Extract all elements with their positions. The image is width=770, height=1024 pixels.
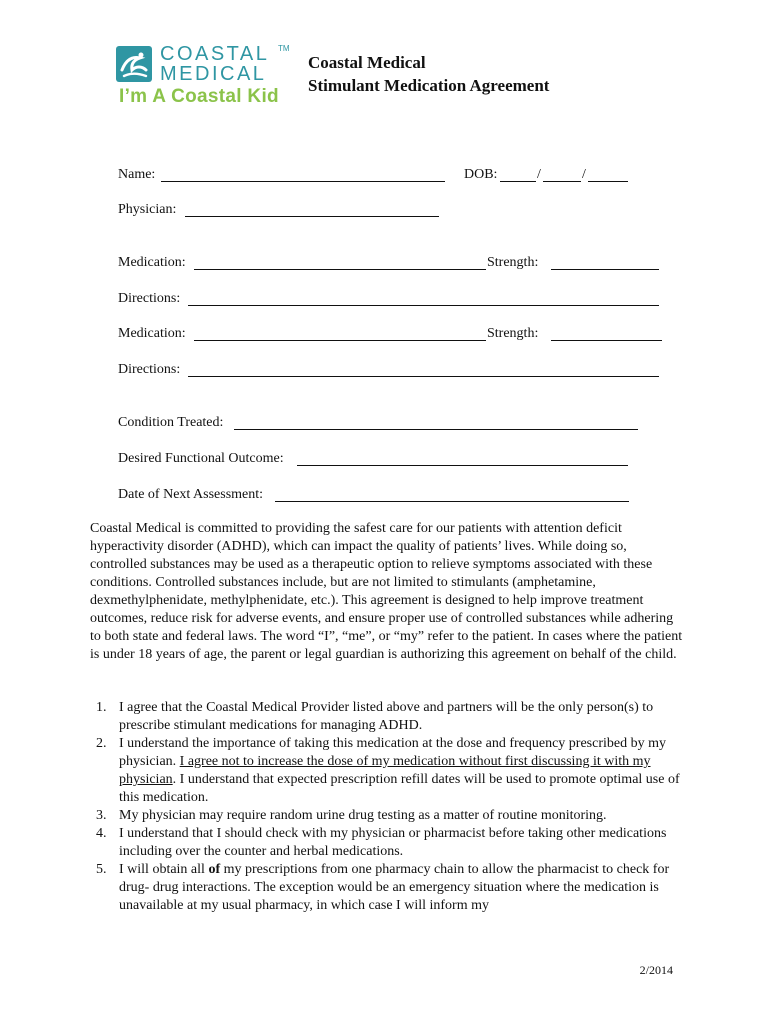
condition-label: Condition Treated:: [118, 415, 224, 430]
term-item: [90, 807, 680, 825]
physician-field[interactable]: [185, 216, 439, 217]
directions-field-1[interactable]: [188, 305, 659, 306]
term-item: [90, 861, 680, 915]
medication-row-2: [118, 325, 666, 343]
physician-row: [118, 201, 448, 219]
medication-label: Medication:: [118, 255, 186, 270]
agreement-terms-list: [90, 699, 680, 915]
dob-month-field[interactable]: [500, 181, 536, 182]
page-title-line1: Coastal Medical: [308, 53, 426, 72]
term-number: 5.: [96, 862, 107, 877]
next-assessment-label: Date of Next Assessment:: [118, 487, 264, 502]
directions-row-2: [118, 361, 663, 379]
term-item: [90, 699, 680, 735]
outcome-row: [118, 450, 633, 468]
strength-label: Strength:: [487, 326, 539, 341]
medication-row-1: [118, 254, 663, 272]
name-dob-row: [118, 166, 638, 184]
term-number: 3.: [96, 808, 107, 823]
medication-field-1[interactable]: [194, 269, 486, 270]
logo-text-medical: MEDICAL: [160, 63, 267, 85]
logo-tagline: I’m A Coastal Kid: [119, 86, 279, 107]
physician-label: Physician:: [118, 202, 177, 217]
directions-label: Directions:: [118, 362, 181, 377]
name-field[interactable]: [161, 181, 445, 182]
medication-field-2[interactable]: [194, 340, 486, 341]
dob-label: DOB:: [464, 167, 498, 182]
medication-label: Medication:: [118, 326, 186, 341]
outcome-field[interactable]: [297, 465, 628, 466]
strength-field-2[interactable]: [551, 340, 662, 341]
term-text: My physician may require random urine drug testing as a matter of routine monitoring.: [119, 808, 607, 823]
term-number: 4.: [96, 826, 107, 841]
term-bold-text: of: [208, 862, 221, 877]
term-text: my prescriptions from one pharmacy chain to allow the pharmacist to check for drug- drug interactions. The exception would be an emergency situation where the medication is unavailable at my usual pharmacy, in which case I will inform my: [119, 862, 670, 913]
term-number: 2.: [96, 736, 107, 751]
directions-row-1: [118, 290, 663, 308]
footer-date: 2/2014: [639, 963, 673, 977]
next-assessment-row: [118, 486, 633, 504]
term-text: I will obtain all: [119, 862, 209, 877]
strength-field-1[interactable]: [551, 269, 659, 270]
logo-text-coastal: COASTAL: [160, 43, 270, 65]
coastal-medical-logo: [116, 44, 296, 114]
term-text: I understand that I should check with my physician or pharmacist before taking other medications including over the counter and herbal medications.: [119, 826, 667, 859]
outcome-label: Desired Functional Outcome:: [118, 451, 284, 466]
page-title-line2: Stimulant Medication Agreement: [308, 76, 550, 95]
name-label: Name:: [118, 167, 156, 182]
term-text: . I understand that expected prescription refill dates will be used to promote optimal use of this medication.: [119, 772, 680, 805]
term-underlined-text: I agree not to increase the dose of my medication without first discussing it with my physician: [119, 754, 651, 787]
dob-separator: /: [537, 167, 541, 182]
term-item: [90, 825, 680, 861]
term-text: I agree that the Coastal Medical Provider listed above and partners will be the only person(s) to prescribe stimulant medications for managing ADHD.: [119, 700, 654, 733]
condition-field[interactable]: [234, 429, 638, 430]
dob-day-field[interactable]: [543, 181, 581, 182]
next-assessment-field[interactable]: [275, 501, 629, 502]
intro-paragraph: Coastal Medical is committed to providing the safest care for our patients with attention deficit hyperactivity disorder (ADHD), which can impact the quality of patients’ lives. While doing so, controlled substances may be used as a therapeutic option to relieve symptoms associated with these conditions. Controlled substances include, but are not limited to stimulants (amphetamine, dexmethylphenidate, methylphenidate, etc.). This agreement is designed to help improve treatment outcomes, reduce risk for adverse events, and ensure proper use of controlled substances while adhering to both state and federal laws. The word “I”, “me”, or “my” refer to the patient. In cases where the patient is under 18 years of age, the parent or legal guardian is authorizing this agreement on behalf of the child.: [90, 521, 683, 662]
condition-row: [118, 414, 643, 432]
logo-trademark: TM: [278, 44, 290, 53]
wave-logo-icon: [116, 46, 152, 82]
term-number: 1.: [96, 700, 107, 715]
directions-label: Directions:: [118, 291, 181, 306]
strength-label: Strength:: [487, 255, 539, 270]
directions-field-2[interactable]: [188, 376, 659, 377]
term-item: [90, 735, 680, 807]
dob-separator: /: [582, 167, 586, 182]
term-text: I understand the importance of taking this medication at the dose and frequency prescribed by my physician.: [119, 736, 666, 769]
dob-year-field[interactable]: [588, 181, 628, 182]
